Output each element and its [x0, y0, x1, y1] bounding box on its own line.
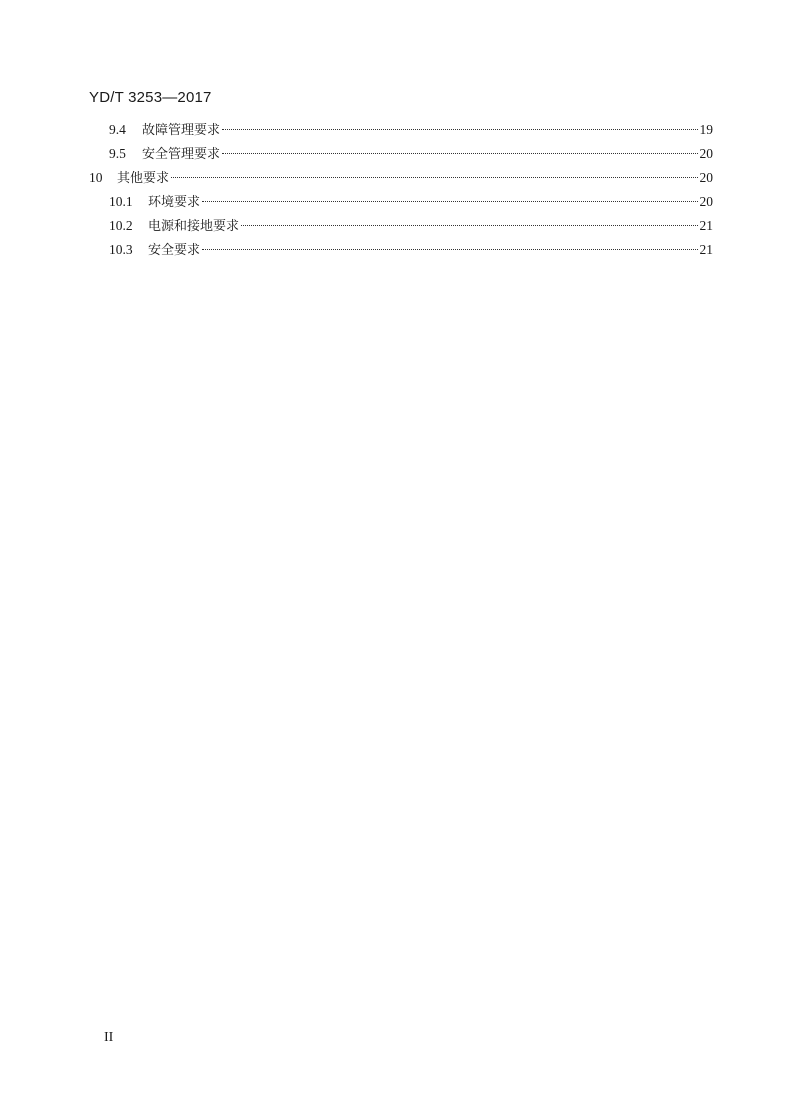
toc-entry-10-3[interactable]	[109, 239, 713, 261]
toc-entry-number: 10.1	[109, 194, 133, 209]
toc-entry-9-4[interactable]	[109, 119, 713, 141]
toc-entry-page: 21	[699, 242, 713, 257]
toc-entry-page: 20	[699, 170, 713, 185]
toc-entry-number: 10.3	[109, 242, 133, 257]
toc-leader-dots	[202, 201, 697, 202]
toc-leader-dots	[222, 153, 697, 154]
toc-entry-9-5[interactable]	[109, 143, 713, 165]
toc-leader-dots	[171, 177, 697, 178]
toc-entry-page: 20	[699, 146, 713, 161]
toc-entry-title: 环境要求	[148, 195, 201, 210]
toc-leader-dots	[202, 249, 697, 250]
toc-leader-dots	[241, 225, 697, 226]
toc-entry-page: 20	[699, 194, 713, 209]
toc-entry-10-2[interactable]	[109, 215, 713, 237]
toc-leader-dots	[222, 129, 697, 130]
toc-entry-number: 10	[89, 170, 103, 185]
toc-entry-10-1[interactable]	[109, 191, 713, 213]
toc-entry-title: 电源和接地要求	[148, 219, 240, 234]
toc-entry-title: 安全要求	[148, 243, 201, 258]
toc-entry-page: 19	[699, 122, 713, 137]
document-header: YD/T 3253—2017	[89, 89, 212, 106]
toc-entry-number: 9.5	[109, 146, 126, 161]
toc-entry-10[interactable]	[89, 167, 713, 189]
page-number: II	[104, 1030, 114, 1045]
toc-entry-title: 其他要求	[117, 171, 170, 186]
toc-entry-number: 10.2	[109, 218, 133, 233]
toc-entry-page: 21	[699, 218, 713, 233]
toc-entry-title: 故障管理要求	[142, 123, 221, 138]
toc-entry-title: 安全管理要求	[142, 147, 221, 162]
toc-entry-number: 9.4	[109, 122, 126, 137]
